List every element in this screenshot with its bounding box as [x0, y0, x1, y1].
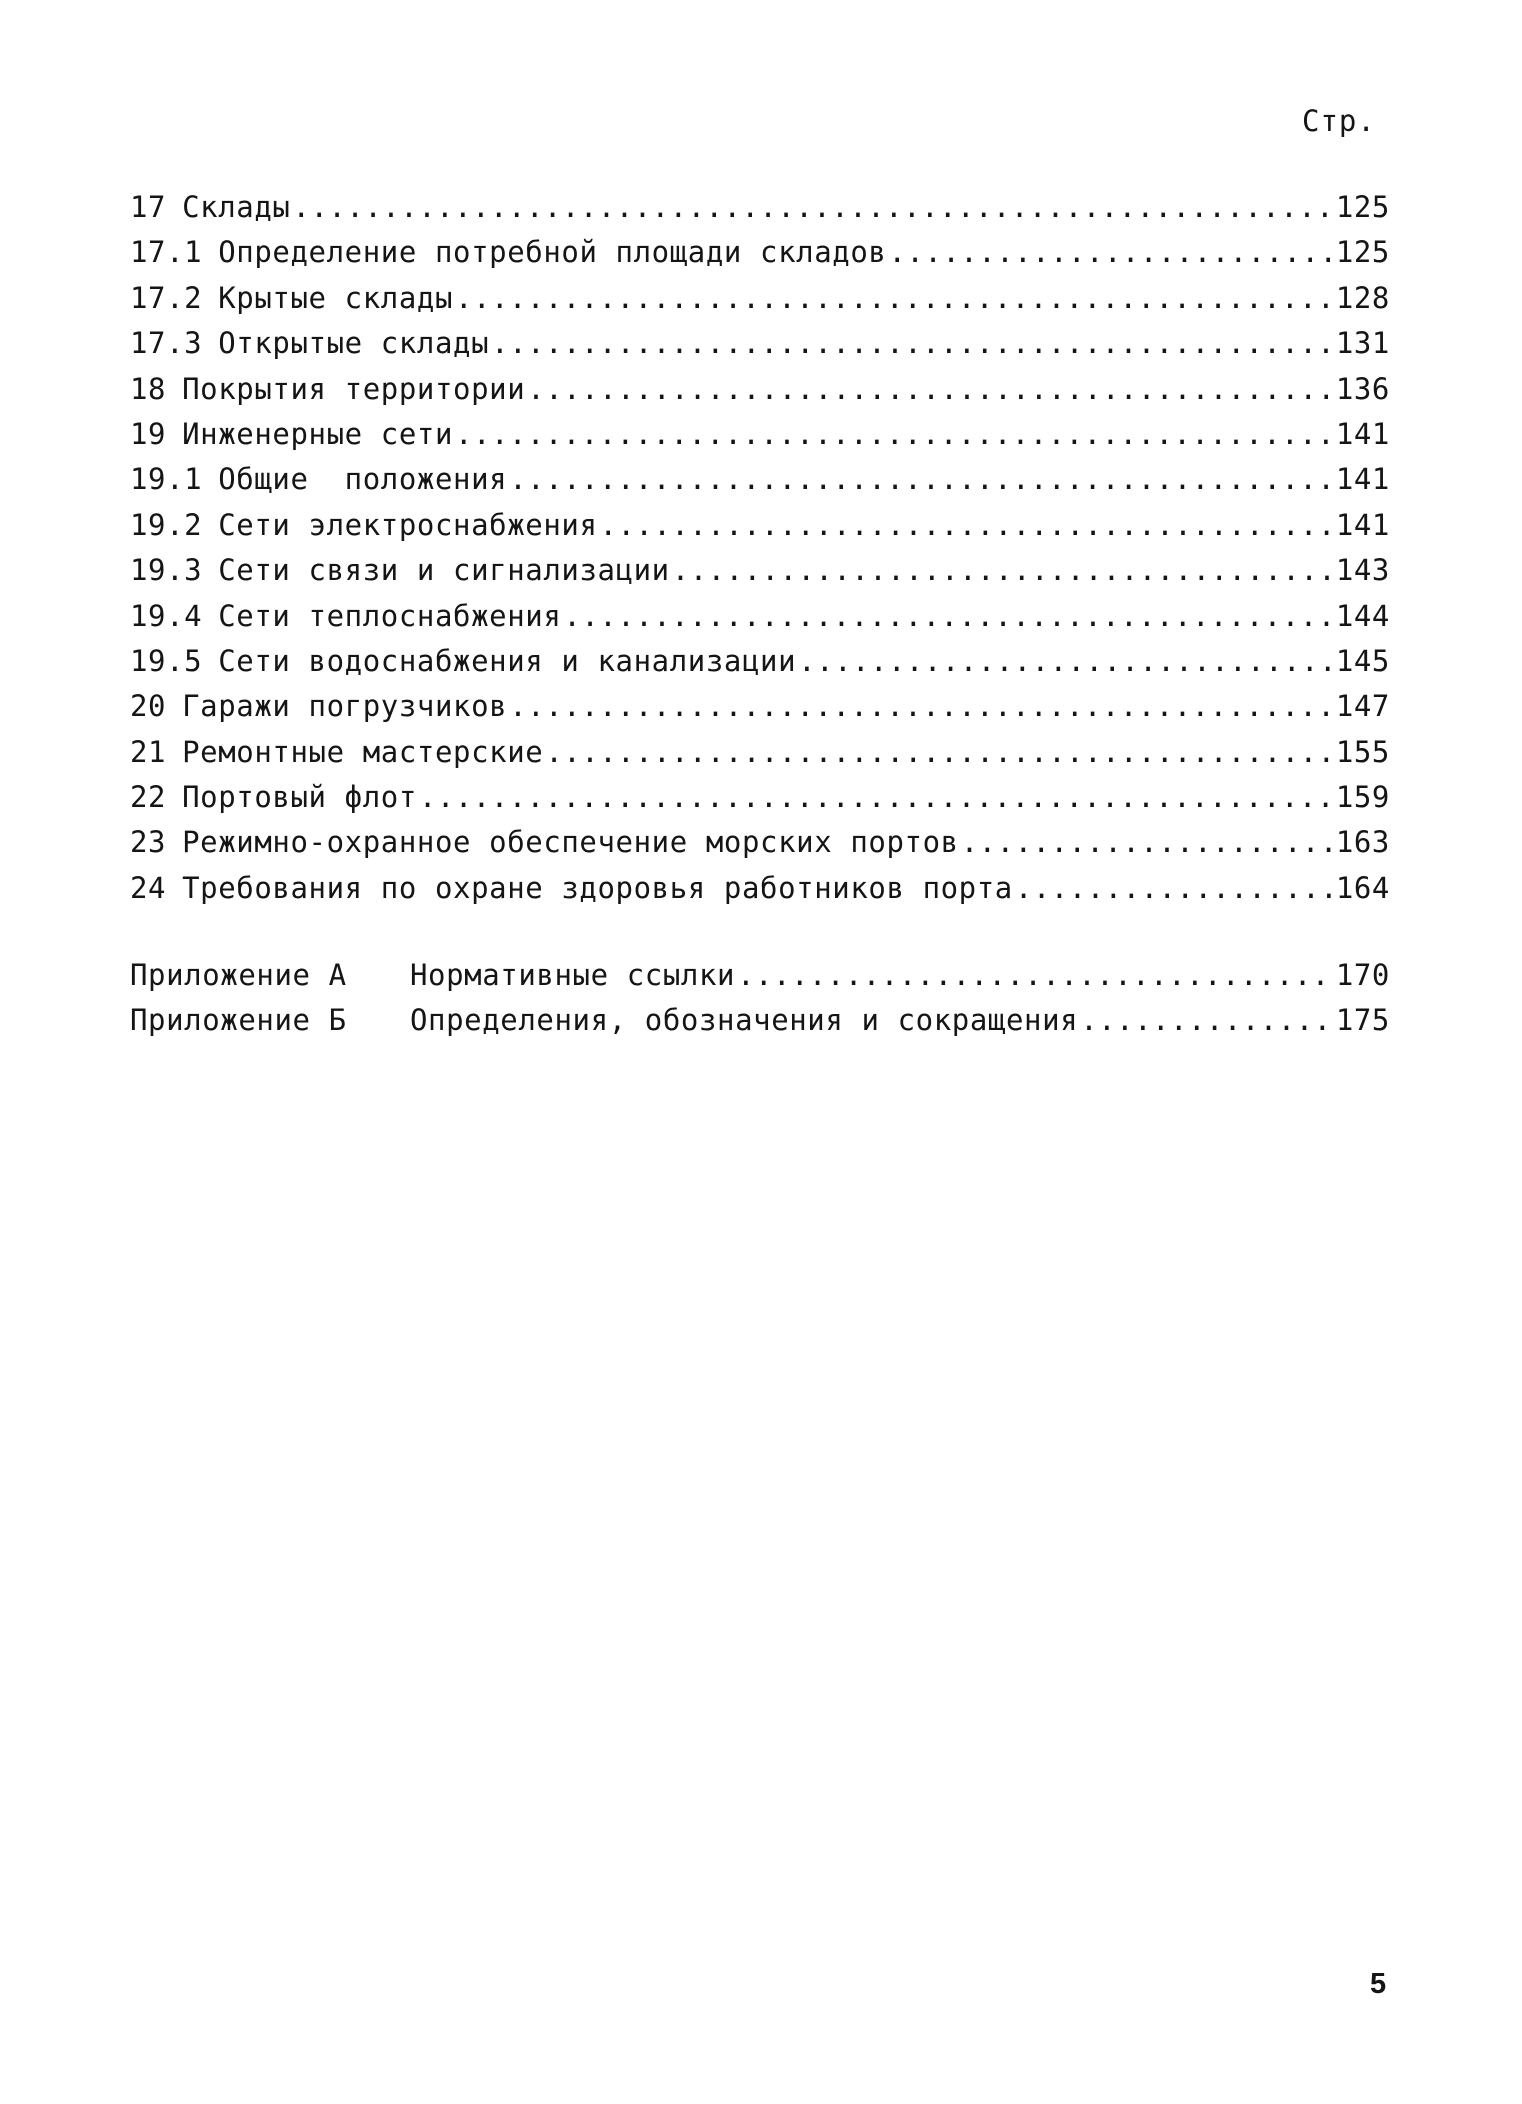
toc-entry-page: 125 — [1335, 190, 1390, 224]
toc-entry[interactable] — [130, 326, 1390, 371]
toc-leader-dots — [509, 462, 1334, 496]
toc-entry-number: 19.5 — [130, 643, 203, 678]
appendix-label: Приложение А — [130, 958, 347, 992]
toc-entry-number: 19.1 — [130, 462, 203, 497]
toc-entry[interactable] — [130, 599, 1390, 644]
toc-entry-page: 159 — [1335, 780, 1390, 815]
toc-entry-page: 141 — [1335, 416, 1390, 451]
toc-entry[interactable] — [130, 508, 1390, 553]
toc-entry-number: 21 — [130, 734, 167, 769]
toc-entry-title: Сети водоснабжения и канализации — [218, 643, 797, 678]
toc-entry-page: 141 — [1335, 462, 1390, 497]
toc-entry-number: 24 — [130, 870, 167, 905]
toc-entry[interactable] — [130, 190, 1390, 235]
toc-leader-dots — [545, 735, 1333, 769]
toc-leader-dots — [961, 825, 1334, 859]
toc-leader-dots — [419, 780, 1334, 814]
toc-entry-number: 19.3 — [130, 553, 203, 588]
toc-entry[interactable] — [130, 553, 1390, 598]
toc-entry-page: 128 — [1335, 280, 1390, 315]
toc-entry-title: Сети связи и сигнализации — [218, 553, 670, 588]
toc-entry-title: Общие положения — [218, 462, 508, 497]
toc-entry-number: 19.4 — [130, 598, 203, 633]
toc-entry-title: Крытые склады — [218, 280, 454, 315]
appendix-entry[interactable] — [130, 1003, 1390, 1048]
toc-entry-page: 131 — [1335, 326, 1390, 361]
toc-leader-dots — [455, 417, 1334, 451]
toc-leader-dots — [737, 958, 1334, 992]
toc-entry-page: 164 — [1335, 870, 1390, 905]
toc-entry-number: 17.1 — [130, 235, 203, 270]
toc-entry-title: Режимно-охранное обеспечение морских портов — [182, 825, 959, 860]
toc-leader-dots — [798, 644, 1334, 678]
toc-entry-title: Гаражи погрузчиков — [182, 689, 508, 724]
toc-entry[interactable] — [130, 871, 1390, 916]
toc-entry[interactable] — [130, 462, 1390, 507]
toc-entry-title: Портовый флот — [182, 780, 417, 815]
toc-entry[interactable] — [130, 372, 1390, 417]
toc-entry-number: 23 — [130, 825, 167, 860]
table-of-contents — [130, 190, 1390, 916]
toc-entry-title: Требования по охране здоровья работников порта — [182, 870, 1013, 905]
toc-entry-title: Сети теплоснабжения — [218, 598, 562, 633]
appendix-page: 170 — [1335, 958, 1390, 992]
toc-entry-number: 17.3 — [130, 326, 203, 361]
toc-entry-title: Склады — [182, 190, 291, 224]
toc-entry-page: 125 — [1335, 235, 1390, 270]
appendix-page: 175 — [1335, 1003, 1390, 1038]
toc-entry-page: 144 — [1335, 598, 1390, 633]
toc-entry-title: Ремонтные мастерские — [182, 734, 544, 769]
appendix-entry[interactable] — [130, 958, 1390, 1003]
toc-entry[interactable] — [130, 735, 1390, 780]
toc-entry-number: 18 — [130, 371, 167, 406]
toc-leader-dots — [672, 553, 1334, 587]
toc-entry[interactable] — [130, 825, 1390, 870]
appendix-title: Нормативные ссылки — [410, 958, 736, 992]
toc-leader-dots — [563, 599, 1333, 633]
toc-entry[interactable] — [130, 281, 1390, 326]
toc-entry-number: 17.2 — [130, 280, 203, 315]
toc-entry[interactable] — [130, 235, 1390, 280]
toc-leader-dots — [1015, 871, 1334, 905]
toc-entry[interactable] — [130, 780, 1390, 825]
appendix-list — [130, 958, 1390, 1049]
toc-entry-number: 19.2 — [130, 507, 203, 542]
toc-entry[interactable] — [130, 689, 1390, 734]
toc-entry-title: Сети электроснабжения — [218, 507, 598, 542]
toc-entry-page: 155 — [1335, 734, 1390, 769]
toc-entry-page: 145 — [1335, 643, 1390, 678]
toc-entry-page: 163 — [1335, 825, 1390, 860]
toc-entry-title: Покрытия территории — [182, 371, 526, 406]
toc-entry-number: 22 — [130, 780, 167, 815]
toc-entry-title: Определение потребной площади складов — [218, 235, 887, 270]
toc-leader-dots — [455, 281, 1334, 315]
appendix-title: Определения, обозначения и сокращения — [410, 1003, 1079, 1038]
page-number: 5 — [1370, 1968, 1387, 2000]
toc-entry-number: 20 — [130, 689, 167, 724]
toc-entry-page: 147 — [1335, 689, 1390, 724]
toc-entry-page: 143 — [1335, 553, 1390, 588]
toc-leader-dots — [527, 372, 1334, 406]
toc-leader-dots — [491, 326, 1334, 360]
toc-entry[interactable] — [130, 417, 1390, 462]
toc-entry[interactable] — [130, 644, 1390, 689]
appendix-label: Приложение Б — [130, 1003, 347, 1038]
toc-leader-dots — [509, 689, 1334, 723]
toc-leader-dots — [292, 190, 1333, 224]
toc-entry-title: Инженерные сети — [182, 416, 454, 451]
toc-leader-dots — [888, 235, 1333, 269]
toc-entry-page: 141 — [1335, 507, 1390, 542]
page-column-label: Стр. — [1302, 104, 1376, 138]
toc-entry-page: 136 — [1335, 371, 1390, 406]
toc-entry-title: Открытые склады — [218, 326, 490, 361]
toc-leader-dots — [600, 508, 1334, 542]
toc-entry-number: 19 — [130, 416, 167, 451]
toc-entry-number: 17 — [130, 190, 167, 224]
toc-leader-dots — [1080, 1003, 1334, 1037]
